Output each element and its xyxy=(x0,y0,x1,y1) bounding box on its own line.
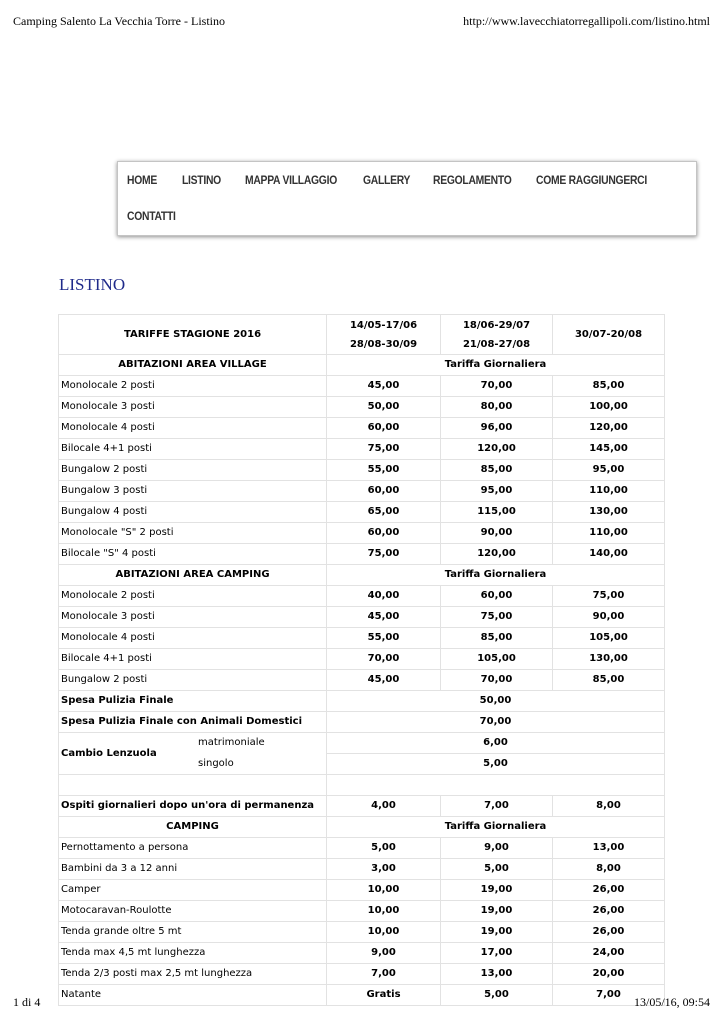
price-cell: 24,00 xyxy=(553,943,665,964)
print-header xyxy=(13,14,710,30)
print-datetime: 13/05/16, 09:54 xyxy=(633,995,710,1009)
header-period-2-line1: 18/06-29/07 xyxy=(462,319,531,331)
lenzuola-value: 6,00 xyxy=(327,733,665,754)
row-label: Monolocale "S" 2 posti xyxy=(59,523,327,544)
spacer-cell xyxy=(59,775,327,796)
nav-item-home[interactable]: HOME xyxy=(127,175,157,187)
price-cell: 75,00 xyxy=(553,586,665,607)
pulizia-animali-value: 70,00 xyxy=(327,712,665,733)
price-cell: 65,00 xyxy=(327,502,441,523)
table-row xyxy=(59,607,665,628)
price-cell: 70,00 xyxy=(441,670,553,691)
price-cell: 110,00 xyxy=(553,481,665,502)
price-cell: 3,00 xyxy=(327,859,441,880)
header-period-1-line2: 28/08-30/09 xyxy=(349,338,418,350)
price-cell: 9,00 xyxy=(327,943,441,964)
price-cell: 7,00 xyxy=(553,985,665,1006)
village-section-title: ABITAZIONI AREA VILLAGE xyxy=(59,355,327,376)
row-label: Tenda 2/3 posti max 2,5 mt lunghezza xyxy=(59,964,327,985)
price-cell: 10,00 xyxy=(327,922,441,943)
camping-area-section-title: ABITAZIONI AREA CAMPING xyxy=(59,565,327,586)
price-cell: 55,00 xyxy=(327,628,441,649)
pulizia-animali-label: Spesa Pulizia Finale con Animali Domestici xyxy=(59,712,327,733)
row-label: Bungalow 3 posti xyxy=(59,481,327,502)
price-cell: 26,00 xyxy=(553,880,665,901)
nav-item-come-raggiungerci[interactable]: COME RAGGIUNGERCI xyxy=(536,175,647,187)
lenzuola-inner xyxy=(59,733,326,774)
row-label: Monolocale 3 posti xyxy=(59,397,327,418)
row-label: Tenda max 4,5 mt lunghezza xyxy=(59,943,327,964)
price-cell: 13,00 xyxy=(441,964,553,985)
lenzuola-cell xyxy=(59,733,327,775)
table-row xyxy=(59,880,665,901)
price-cell: 40,00 xyxy=(327,586,441,607)
price-cell: 90,00 xyxy=(441,523,553,544)
lenzuola-value: 5,00 xyxy=(327,754,665,775)
price-cell: 85,00 xyxy=(553,670,665,691)
price-cell: 85,00 xyxy=(553,376,665,397)
table-row xyxy=(59,544,665,565)
price-cell: 50,00 xyxy=(327,397,441,418)
camping-area-section-header-row xyxy=(59,565,665,586)
document-url: http://www.lavecchiatorregallipoli.com/listino.html xyxy=(463,14,710,28)
pulizia-value: 50,00 xyxy=(327,691,665,712)
price-cell: 10,00 xyxy=(327,880,441,901)
village-section-header-row xyxy=(59,355,665,376)
price-cell: 85,00 xyxy=(441,628,553,649)
pulizia-row xyxy=(59,691,665,712)
price-cell: 75,00 xyxy=(327,544,441,565)
ospiti-row xyxy=(59,796,665,817)
price-cell: 8,00 xyxy=(553,859,665,880)
table-row xyxy=(59,523,665,544)
table-row xyxy=(59,901,665,922)
table-row xyxy=(59,586,665,607)
price-cell: 96,00 xyxy=(441,418,553,439)
price-cell: 75,00 xyxy=(327,439,441,460)
price-cell: 95,00 xyxy=(553,460,665,481)
nav-item-contatti[interactable]: CONTATTI xyxy=(127,211,176,223)
price-cell: 105,00 xyxy=(553,628,665,649)
camping-area-section-tariff-label: Tariffa Giornaliera xyxy=(327,565,665,586)
page-title: LISTINO xyxy=(59,275,126,294)
pulizia-label: Spesa Pulizia Finale xyxy=(59,691,327,712)
price-cell: 8,00 xyxy=(553,796,665,817)
header-period-2 xyxy=(441,315,553,355)
price-cell: 45,00 xyxy=(327,670,441,691)
price-cell: 145,00 xyxy=(553,439,665,460)
lenzuola-sub-label: singolo xyxy=(198,757,234,769)
row-label: Bilocale 4+1 posti xyxy=(59,649,327,670)
price-cell: 45,00 xyxy=(327,376,441,397)
price-cell: 120,00 xyxy=(441,439,553,460)
price-cell: 7,00 xyxy=(441,796,553,817)
price-cell: 45,00 xyxy=(327,607,441,628)
table-row xyxy=(59,943,665,964)
row-label: Bambini da 3 a 12 anni xyxy=(59,859,327,880)
price-cell: 95,00 xyxy=(441,481,553,502)
spacer-row xyxy=(59,775,665,796)
table-row xyxy=(59,418,665,439)
village-section-tariff-label: Tariffa Giornaliera xyxy=(327,355,665,376)
table-row xyxy=(59,460,665,481)
row-label: Monolocale 2 posti xyxy=(59,376,327,397)
nav-item-mappa-villaggio[interactable]: MAPPA VILLAGGIO xyxy=(245,175,337,187)
price-cell: 10,00 xyxy=(327,901,441,922)
header-label: TARIFFE STAGIONE 2016 xyxy=(59,315,327,355)
price-cell: 115,00 xyxy=(441,502,553,523)
nav-item-gallery[interactable]: GALLERY xyxy=(363,175,411,187)
price-cell: 85,00 xyxy=(441,460,553,481)
lenzuola-sub-label: matrimoniale xyxy=(198,737,265,749)
price-cell: 140,00 xyxy=(553,544,665,565)
row-label: Monolocale 4 posti xyxy=(59,628,327,649)
price-cell: 75,00 xyxy=(441,607,553,628)
table-row xyxy=(59,964,665,985)
main-navigation xyxy=(117,161,697,236)
price-cell: 60,00 xyxy=(327,481,441,502)
price-cell: 19,00 xyxy=(441,880,553,901)
row-label: Bungalow 2 posti xyxy=(59,460,327,481)
price-cell: 5,00 xyxy=(441,859,553,880)
price-cell: 130,00 xyxy=(553,502,665,523)
lenzuola-row-1 xyxy=(59,733,665,754)
spacer-cell xyxy=(327,775,665,796)
price-cell: 130,00 xyxy=(553,649,665,670)
camping-section-tariff-label: Tariffa Giornaliera xyxy=(327,817,665,838)
header-period-3: 30/07-20/08 xyxy=(553,315,665,355)
page-counter: 1 di 4 xyxy=(13,995,41,1009)
price-cell: 120,00 xyxy=(441,544,553,565)
price-cell: 13,00 xyxy=(553,838,665,859)
row-label: Camper xyxy=(59,880,327,901)
row-label: Natante xyxy=(59,985,327,1006)
row-label: Bilocale 4+1 posti xyxy=(59,439,327,460)
price-cell: 100,00 xyxy=(553,397,665,418)
table-row xyxy=(59,985,665,1006)
table-row xyxy=(59,439,665,460)
table-row xyxy=(59,649,665,670)
price-cell: 4,00 xyxy=(327,796,441,817)
row-label: Bungalow 2 posti xyxy=(59,670,327,691)
price-cell: 20,00 xyxy=(553,964,665,985)
table-row xyxy=(59,397,665,418)
lenzuola-label: Cambio Lenzuola xyxy=(61,747,157,759)
row-label: Motocaravan-Roulotte xyxy=(59,901,327,922)
table-row xyxy=(59,502,665,523)
price-cell: 110,00 xyxy=(553,523,665,544)
nav-item-regolamento[interactable]: REGOLAMENTO xyxy=(433,175,512,187)
price-table xyxy=(58,314,665,1006)
price-cell: 19,00 xyxy=(441,901,553,922)
price-cell: 9,00 xyxy=(441,838,553,859)
table-header-row xyxy=(59,315,665,355)
camping-section-header-row xyxy=(59,817,665,838)
nav-item-listino[interactable]: LISTINO xyxy=(182,175,221,187)
header-period-1-line1: 14/05-17/06 xyxy=(349,319,418,331)
price-cell: 60,00 xyxy=(327,523,441,544)
price-cell: 70,00 xyxy=(327,649,441,670)
pulizia-animali-row xyxy=(59,712,665,733)
row-label: Monolocale 3 posti xyxy=(59,607,327,628)
document-title: Camping Salento La Vecchia Torre - Listino xyxy=(13,14,225,28)
row-label: Bungalow 4 posti xyxy=(59,502,327,523)
table-row xyxy=(59,481,665,502)
row-label: Monolocale 2 posti xyxy=(59,586,327,607)
table-row xyxy=(59,859,665,880)
camping-section-title: CAMPING xyxy=(59,817,327,838)
header-period-1 xyxy=(327,315,441,355)
price-cell: 90,00 xyxy=(553,607,665,628)
row-label: Pernottamento a persona xyxy=(59,838,327,859)
table-row xyxy=(59,628,665,649)
row-label: Bilocale "S" 4 posti xyxy=(59,544,327,565)
price-cell: 7,00 xyxy=(327,964,441,985)
table-row xyxy=(59,376,665,397)
price-cell: 5,00 xyxy=(327,838,441,859)
price-cell: 70,00 xyxy=(441,376,553,397)
price-cell: 105,00 xyxy=(441,649,553,670)
price-cell: 5,00 xyxy=(441,985,553,1006)
ospiti-label: Ospiti giornalieri dopo un'ora di permanenza xyxy=(59,796,327,817)
table-row xyxy=(59,670,665,691)
price-cell: Gratis xyxy=(327,985,441,1006)
price-cell: 17,00 xyxy=(441,943,553,964)
price-cell: 120,00 xyxy=(553,418,665,439)
price-cell: 55,00 xyxy=(327,460,441,481)
price-cell: 60,00 xyxy=(441,586,553,607)
price-cell: 80,00 xyxy=(441,397,553,418)
price-cell: 60,00 xyxy=(327,418,441,439)
table-row xyxy=(59,838,665,859)
header-period-2-line2: 21/08-27/08 xyxy=(462,338,531,350)
row-label: Monolocale 4 posti xyxy=(59,418,327,439)
table-row xyxy=(59,922,665,943)
price-cell: 19,00 xyxy=(441,922,553,943)
price-cell: 26,00 xyxy=(553,901,665,922)
price-cell: 26,00 xyxy=(553,922,665,943)
row-label: Tenda grande oltre 5 mt xyxy=(59,922,327,943)
